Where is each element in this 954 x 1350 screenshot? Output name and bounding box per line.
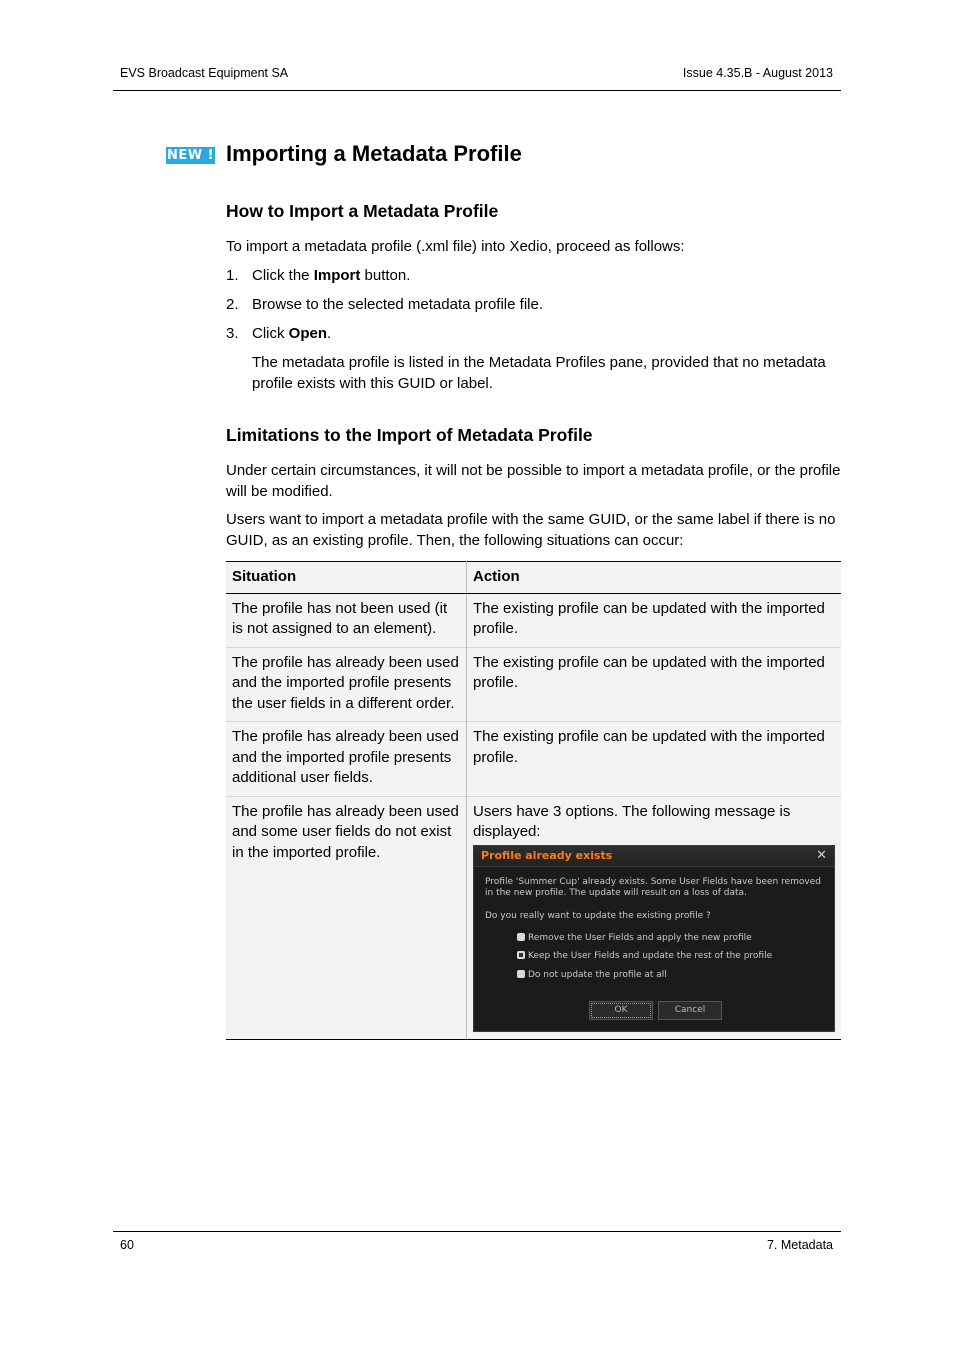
action-cell: The existing profile can be updated with the imported profile. [467, 593, 842, 647]
option-keep-fields[interactable] [517, 951, 772, 962]
action-cell: The existing profile can be updated with the imported profile. [467, 647, 842, 722]
step-note: The metadata profile is listed in the Metadata Profiles pane, provided that no metadata profile exists with this GUID or label. [252, 354, 826, 392]
step-number: 1. [226, 267, 239, 284]
action-cell [467, 796, 842, 1039]
step-number: 2. [226, 296, 239, 313]
step-text: Click [252, 325, 289, 342]
step-text: Click the [252, 267, 314, 284]
step-number: 3. [226, 325, 239, 342]
situation-cell: The profile has already been used and the imported profile presents additional user fields. [226, 722, 467, 797]
step-text: Browse to the selected metadata profile file. [252, 296, 543, 313]
dialog-question: Do you really want to update the existing profile ? [485, 910, 711, 921]
radio-selected-icon[interactable] [517, 951, 525, 959]
radio-icon[interactable] [517, 933, 525, 941]
close-icon[interactable]: ✕ [816, 847, 827, 863]
situation-cell: The profile has already been used and some user fields do not exist in the imported profile. [226, 796, 467, 1039]
footer-rule [113, 1231, 841, 1232]
page-title: Importing a Metadata Profile [226, 141, 522, 166]
header-rule [113, 90, 841, 91]
header-left: EVS Broadcast Equipment SA [120, 66, 289, 80]
situation-cell: The profile has already been used and the imported profile presents the user fields in a different order. [226, 647, 467, 722]
step-bold: Open [288, 325, 328, 342]
table-row [226, 647, 841, 722]
step-2 [226, 295, 543, 315]
table-row [226, 722, 841, 797]
column-header-situation: Situation [226, 562, 467, 594]
chapter-label: 7. Metadata [766, 1238, 833, 1252]
option-do-not-update[interactable] [517, 970, 667, 981]
option-label: Remove the User Fields and apply the new profile [528, 932, 752, 943]
profile-exists-dialog [473, 845, 835, 1032]
step-3 [226, 324, 331, 344]
action-text: Users have 3 options. The following message is displayed: [473, 802, 791, 840]
step-1 [226, 266, 410, 286]
step-text-after: button. [360, 267, 411, 284]
section-heading-limitations: Limitations to the Import of Metadata Profile [226, 425, 593, 445]
option-remove-fields[interactable] [517, 933, 752, 944]
situation-cell: The profile has not been used (it is not assigned to an element). [226, 593, 467, 647]
limitations-paragraph-2: Users want to import a metadata profile with the same GUID, or the same label if there is no GUID, as an existing profile. Then, the following situations can occur: [226, 511, 836, 549]
option-label: Keep the User Fields and update the rest of the profile [528, 950, 773, 961]
dialog-message: Profile 'Summer Cup' already exists. Some User Fields have been removed in the new profile. The update will result on a loss of data. [485, 876, 821, 898]
table-row [226, 796, 841, 1039]
dialog-title: Profile already exists [474, 846, 834, 867]
cancel-button[interactable]: Cancel [658, 1001, 722, 1020]
new-badge: NEW ! [166, 148, 215, 163]
page-number: 60 [120, 1238, 134, 1252]
table-row [226, 593, 841, 647]
step-text-after: . [327, 325, 332, 342]
step-bold: Import [313, 267, 361, 284]
limitations-paragraph-1: Under certain circumstances, it will not be possible to import a metadata profile, or the profile will be modified. [226, 462, 841, 500]
action-cell: The existing profile can be updated with the imported profile. [467, 722, 842, 797]
table-header-row [226, 562, 841, 594]
section-heading-how-to: How to Import a Metadata Profile [226, 201, 499, 221]
header-right: Issue 4.35.B - August 2013 [682, 66, 833, 80]
column-header-action: Action [467, 562, 842, 594]
radio-icon[interactable] [517, 970, 525, 978]
option-label: Do not update the profile at all [528, 969, 667, 980]
situations-table [226, 561, 841, 1040]
intro-paragraph: To import a metadata profile (.xml file) into Xedio, proceed as follows: [226, 238, 685, 255]
ok-button[interactable]: OK [589, 1001, 653, 1020]
